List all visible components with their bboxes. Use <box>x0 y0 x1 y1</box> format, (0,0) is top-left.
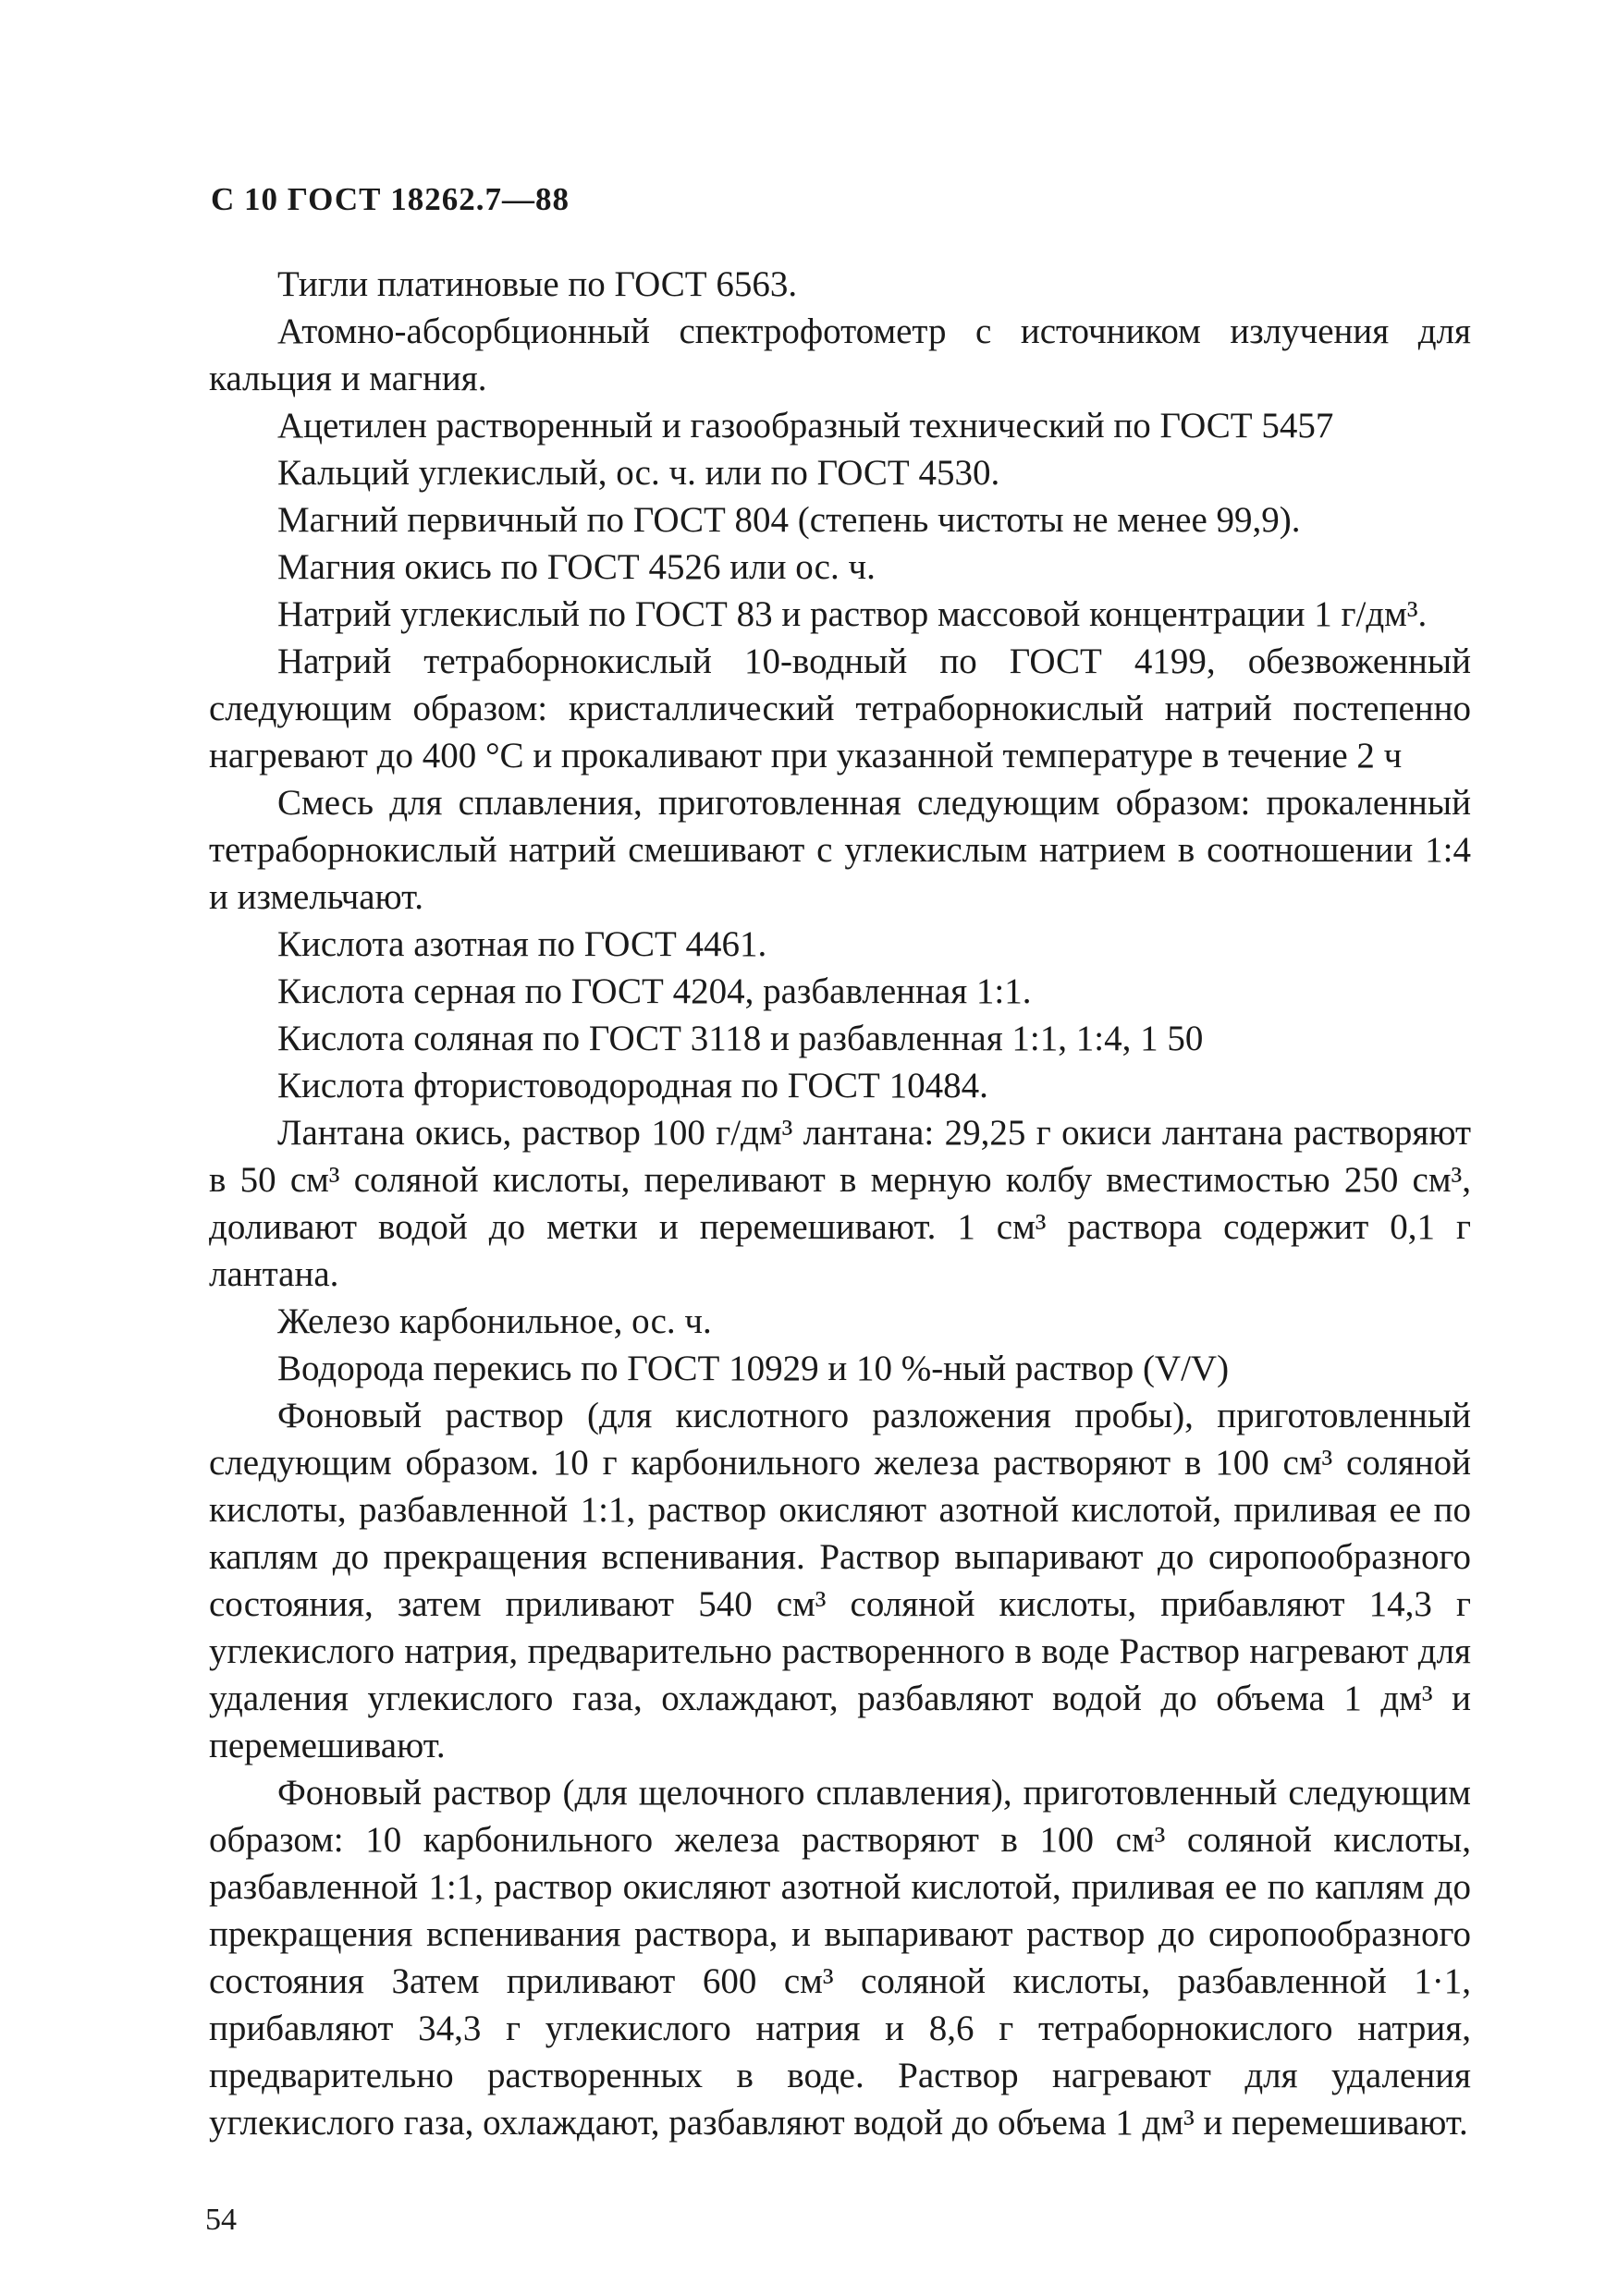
paragraph: Смесь для сплавления, приготовленная следующим образом: прокаленный тетраборнокислый натрий смешивают с углекислым натрием в соотношении 1:4 и измельчают. <box>209 783 1471 917</box>
page-number: 54 <box>205 2203 237 2237</box>
paragraph: Фоновый раствор (для кислотного разложения пробы), приготовленный следующим образом. 10 г карбонильного железа растворяют в 100 см³ соляной кислоты, разбавленной 1:1, раствор окисляют азотной кислотой, приливая ее по каплям до прекращения вспенивания. Раствор выпаривают до сиропообразного состояния, затем приливают 540 см³ соляной кислоты, прибавляют 14,3 г углекислого натрия, предварительно растворенного в воде Раствор нагревают для удаления углекислого газа, охлаждают, разбавляют водой до объема 1 дм³ и перемешивают. <box>209 1396 1471 1765</box>
paragraph: Кислота фтористоводородная по ГОСТ 10484. <box>277 1066 988 1105</box>
page-header: С 10 ГОСТ 18262.7—88 <box>211 181 570 217</box>
paragraph: Натрий тетраборнокислый 10-водный по ГОСТ 4199, обезвоженный следующим образом: кристаллический тетраборнокислый натрий постепенно нагревают до 400 °С и прокаливают при указанной температуре в течение 2 ч <box>209 641 1471 776</box>
paragraph: Водорода перекись по ГОСТ 10929 и 10 %-ный раствор (V/V) <box>277 1349 1230 1388</box>
body-text <box>209 261 1471 2146</box>
paragraph: Кислота соляная по ГОСТ 3118 и разбавленная 1:1, 1:4, 1 50 <box>277 1019 1204 1058</box>
paragraph: Кислота азотная по ГОСТ 4461. <box>277 924 767 964</box>
paragraph: Лантана окись, раствор 100 г/дм³ лантана: 29,25 г окиси лантана растворяют в 50 см³ соляной кислоты, переливают в мерную колбу вместимостью 250 см³, доливают водой до метки и перемешивают. 1 см³ раствора содержит 0,1 г лантана. <box>209 1113 1471 1294</box>
paragraph: Кислота серная по ГОСТ 4204, разбавленная 1:1. <box>277 971 1032 1011</box>
paragraph: Железо карбонильное, ос. ч. <box>277 1301 712 1341</box>
paragraph: Ацетилен растворенный и газообразный технический по ГОСТ 5457 <box>277 406 1334 446</box>
paragraph: Тигли платиновые по ГОСТ 6563. <box>277 264 798 304</box>
paragraph: Магния окись по ГОСТ 4526 или ос. ч. <box>277 547 876 587</box>
paragraph: Кальций углекислый, ос. ч. или по ГОСТ 4530. <box>277 453 1000 493</box>
paragraph: Натрий углекислый по ГОСТ 83 и раствор массовой концентрации 1 г/дм³. <box>277 594 1428 634</box>
paragraph: Атомно-абсорбционный спектрофотометр с источником излучения для кальция и магния. <box>209 311 1471 398</box>
paragraph: Магний первичный по ГОСТ 804 (степень чистоты не менее 99,9). <box>277 500 1301 540</box>
paragraph: Фоновый раствор (для щелочного сплавления), приготовленный следующим образом: 10 карбонильного железа растворяют в 100 см³ соляной кислоты, разбавленной 1:1, раствор окисляют азотной кислотой, приливая ее по каплям до прекращения вспенивания раствора, и выпаривают раствор до сиропообразного состояния Затем приливают 600 см³ соляной кислоты, разбавленной 1·1, прибавляют 34,3 г углекислого натрия и 8,6 г тетраборнокислого натрия, предварительно растворенных в воде. Раствор нагревают для удаления углекислого газа, охлаждают, разбавляют водой до объема 1 дм³ и перемешивают. <box>209 1773 1471 2143</box>
